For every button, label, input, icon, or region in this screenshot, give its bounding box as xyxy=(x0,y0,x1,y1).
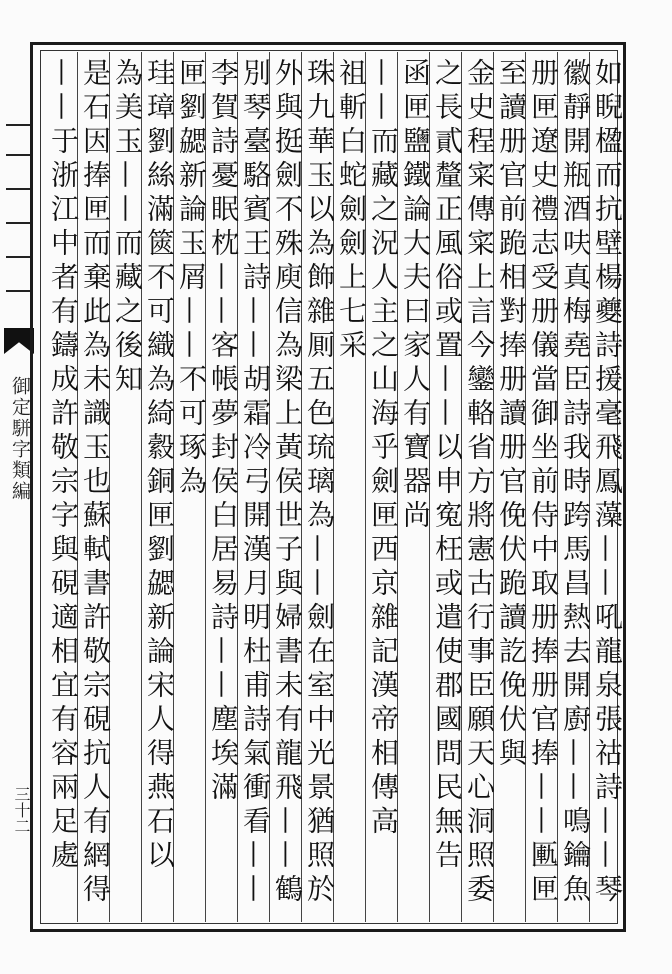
text-column-11: 外與挺劍不殊庾信為梁上黃侯世子與婦書未有龍飛——鶴 xyxy=(271,58,304,908)
text-column-6: 之長貳釐正風俗或置——以申寃枉或遣使郡國問民無告 xyxy=(431,58,464,874)
margin-mark xyxy=(6,290,30,292)
text-column-16: 為美玉——而藏之後知 xyxy=(111,58,144,398)
text-column-17: 是石因捧匣而棄此為未識玉也蘇軾書許敬宗硯抗人有網得 xyxy=(79,58,112,908)
text-column-4: 至讀册官前跪相對捧册讀册官俛伏跪讀訖俛伏與 xyxy=(495,58,528,772)
text-column-8: ——而藏之況人主之山海乎劍匣西京雜記漢帝相傳高 xyxy=(367,58,400,840)
folio-number: 三十二 xyxy=(12,786,31,834)
text-column-7: 函匣鹽鐵論大夫曰家人有寶器尚 xyxy=(399,58,432,534)
text-column-12: 別琴臺駱賓王詩——胡霜冷弓開漢月明杜甫詩氣衝看—— xyxy=(239,58,272,908)
text-column-10: 珠九華玉以為飾雜厠五色琉璃為——劍在室中光景猶照於 xyxy=(303,58,336,908)
text-column-2: 徽靜開瓶酒呋真梅堯臣詩我時跨馬昌熱去開廚——鳴鑰魚 xyxy=(559,58,592,908)
margin-book-title: 御定駢字類編 xyxy=(9,376,31,502)
margin-mark xyxy=(6,188,30,190)
text-column-15: 珪璋劉絲滿篋不可織為綺縠銅匣劉勰新論宋人得燕石以 xyxy=(143,58,176,874)
text-column-13: 李賀詩憂眠枕——客帳夢封侯白居易詩——塵埃滿 xyxy=(207,58,240,806)
text-column-5: 金史程寀傳寀上言今鑾輅省方將憲古行事臣願天心洞照委 xyxy=(463,58,496,908)
text-column-1: 如睨楹而抗壁楊夔詩援毫飛鳳藻——吼龍泉張祜詩——琴 xyxy=(591,58,624,908)
margin-mark xyxy=(6,256,30,258)
text-column-18: ——于浙江中者有鑄成許敬宗字與硯適相宜有容兩足處 xyxy=(47,58,80,874)
margin-mark xyxy=(6,124,30,126)
text-column-9: 祖斬白蛇劍劍上七采 xyxy=(335,58,368,364)
margin-mark xyxy=(6,154,30,156)
text-column-3: 册匣遼史禮志受册儀當御坐前侍中取册捧册官捧——匭匣 xyxy=(527,58,560,908)
text-column-14: 匣劉勰新論玉屑——不可琢為 xyxy=(175,58,208,500)
margin-mark xyxy=(6,222,30,224)
